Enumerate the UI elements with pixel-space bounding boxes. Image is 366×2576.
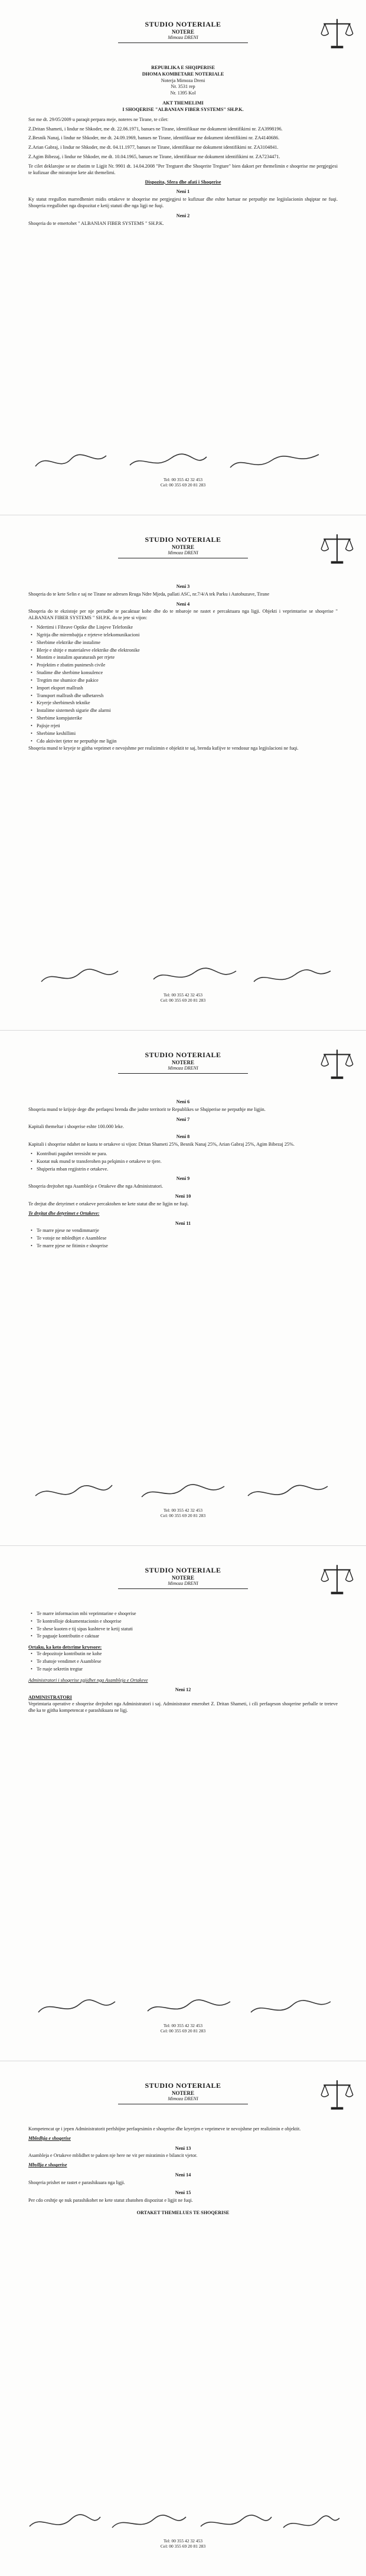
notary-name: Mimoza DRENI (168, 35, 198, 40)
handwritten-signatures-icon (24, 1479, 342, 1506)
footer-tel: Tel: 00 355 42 32 453 (164, 2538, 202, 2544)
notary-header (0, 1561, 366, 1603)
duty-item: • Te zbatoje vendimet e Asamblese (37, 1659, 338, 1665)
notary-title: NOTERE (171, 29, 194, 35)
act-title: AKT THEMELIMI (162, 100, 204, 106)
notary-office (112, 2081, 254, 2104)
article-3-text: Shoqeria do te kete Selin e saj ne Tirane ne adresen Rruga Ndre Mjeda, pallati ASC, nr.7/4/A tek Parku i Autobuzave, Tirane (28, 591, 270, 597)
administrator-heading: ADMINISTRATORI (28, 1695, 72, 1701)
object-item: • Instalime sistemesh sigurie dhe alarmi (37, 708, 338, 714)
object-item: • Sherbime keshillimi (37, 731, 338, 737)
capital-item: • Kontributi paguhet teresisht ne para. (37, 1151, 338, 1158)
page-1-body (28, 65, 338, 230)
notary-name: Mimoza DRENI (168, 1581, 198, 1586)
closure-subheading: Mbyllja e shoqerise (28, 2162, 67, 2168)
article-6-text: Shoqeria mund te krijoje dege dhe perfaqesi brenda dhe jashte territorit te Republikes se Shqiperise ne perputhje me ligjin. (28, 1106, 266, 1112)
object-item: • Sherbime elektrike dhe instalime (37, 640, 338, 646)
article-2-heading: Neni 2 (176, 213, 190, 218)
object-item: • Pajisje rrjeti (37, 723, 338, 730)
notary-header (0, 2077, 366, 2118)
office-title: STUDIO NOTERIALE (145, 1566, 221, 1574)
notary-line: Noterja Mimoza Dreni (161, 77, 205, 83)
founder-3: Z.Arian Gabraj, i lindur ne Shkoder, me dt. 04.11.1977, banues ne Tirane, identifikuar me dokument identifikimi nr. ZA3104841. (28, 145, 279, 151)
footer-cel: Cel: 00 355 69 20 81 283 (160, 2028, 206, 2034)
founders-heading: ORTAKET THEMELUES TE SHOQERISE (136, 2210, 230, 2216)
document-page-2 (0, 515, 366, 1030)
notary-title: NOTERE (171, 1060, 194, 1065)
page-3-body (28, 1096, 338, 1251)
page-footer (0, 477, 366, 488)
scales-of-justice-icon (319, 2077, 355, 2113)
article-15-heading: Neni 15 (175, 2189, 191, 2195)
office-title: STUDIO NOTERIALE (145, 535, 221, 544)
founder-2: Z.Besnik Nanaj, i lindur ne Shkoder, me dt. 24.09.1969, banues ne Tirane, identifikuar me dokument identifikimi nr. ZA4140686. (28, 135, 280, 141)
republic-heading: REPUBLIKA E SHQIPERISE (151, 65, 215, 70)
article-8-text: Kapitali i shoqerise ndahet ne kuota te ortakeve si vijon: Dritan Shameti 25%, Besnik Nanaj 25%, Arian Gabraj 25%, Agim Bibezaj 25%. (28, 1142, 295, 1148)
notary-title: NOTERE (171, 544, 194, 550)
signatures (24, 1479, 342, 1506)
footer-cel: Cel: 00 355 69 20 81 283 (160, 998, 206, 1003)
notary-office (112, 1566, 254, 1589)
admin-note: Administratori i shoqerise zgjidhet nga Asambleja e Ortakeve (28, 1677, 148, 1683)
header-rule (118, 1588, 248, 1589)
chamber-heading: DHOMA KOMBETARE NOTERIALE (142, 71, 224, 77)
rights-item: • Te marre pjese ne fitimin e shoqerise (37, 1243, 338, 1250)
document-page-5 (0, 2061, 366, 2576)
article-8-heading: Neni 8 (176, 1134, 190, 1140)
article-2-text: Shoqeria do te emertohet " ALBANIAN FIBER SYSTEMS " SH.P.K. (28, 220, 164, 226)
article-7-heading: Neni 7 (176, 1116, 190, 1122)
meeting-subheading: Mbledhja e shoqerise (28, 2135, 71, 2141)
document-page-1 (0, 0, 366, 515)
page-footer (0, 2023, 366, 2034)
object-item: • Studime dhe sherbime konsulence (37, 670, 338, 676)
footer-tel: Tel: 00 355 42 32 453 (164, 1508, 202, 1513)
duty-item: • Te depozitoje kontributin ne kohe (37, 1651, 338, 1658)
rights-item: • Te marre pjese ne vendimmarrje (37, 1228, 338, 1234)
article-4-tail: Shoqeria mund te kryeje te gjitha veprimet e nevojshme per realizimin e objektit te saj, brenda kufijve te vendosur nga legjislacioni ne fuqi. (28, 746, 299, 751)
object-item: • Import eksport mallrash (37, 685, 338, 692)
duties-heading: Ortaku, ka keto detyrime kryesore: (28, 1645, 102, 1650)
notary-name: Mimoza DRENI (168, 2096, 198, 2101)
object-item: • Ndertimi i Fibrave Optike dhe Linjeve Telefonike (37, 625, 338, 631)
footer-tel: Tel: 00 355 42 32 453 (164, 2023, 202, 2028)
document-page-3 (0, 1030, 366, 1545)
dispositions-heading: Dispozita, Sfera dhe afati i Shoqerise (145, 179, 221, 185)
scales-of-justice-icon (319, 15, 355, 52)
administrator-powers: Kompetencat qe i jepen Administratorit perfshijne perfaqesimin e shoqerise dhe kryerjen e veprimeve te nevojshme per realizimin e objektit. (28, 2126, 301, 2132)
rights-item: • Te paguaje kontributin e caktuar (37, 1633, 338, 1640)
handwritten-signatures-icon (24, 2510, 342, 2537)
object-item: • Cdo aktivitet tjeter ne perputhje me ligjin (37, 738, 338, 745)
page-4-body (28, 1611, 338, 1717)
act-subtitle: I SHOQERISE "ALBANIAN FIBER SYSTEMS" SH.P.K. (122, 106, 244, 112)
founder-1: Z.Dritan Shameti, i lindur ne Shkoder, me dt. 22.06.1971, banues ne Tirane, identifikuar me dokument identifikimi nr. ZA3998196. (28, 126, 283, 132)
notary-name: Mimoza DRENI (168, 550, 198, 555)
article-14-text: Shoqeria prishet ne rastet e parashikuara nga ligji. (28, 2179, 125, 2185)
document-page-4 (0, 1545, 366, 2061)
scales-of-justice-icon (319, 1046, 355, 1083)
office-title: STUDIO NOTERIALE (145, 2081, 221, 2090)
office-title: STUDIO NOTERIALE (145, 20, 221, 28)
notary-name: Mimoza DRENI (168, 1065, 198, 1071)
article-13-text: Asambleja e Ortakeve mblidhet te pakten nje here ne vit per miratimin e bilancit vjetor. (28, 2153, 198, 2159)
footer-cel: Cel: 00 355 69 20 81 283 (160, 1513, 206, 1518)
article-15-text: Per cdo ceshtje qe nuk parashikohet ne kete statut zbatohen dispozitat e ligjit ne fuqi. (28, 2197, 193, 2203)
rights-subheading: Te drejtat dhe detyrimet e Ortakeve: (28, 1210, 100, 1216)
notary-header (0, 15, 366, 57)
article-1-text: Ky statut rregullon marredheniet midis ortakeve te shoqerise me pergjegjesi te kufizuar dhe eshte hartuar ne perputhje me legjislacionin shqiptar ne fuqi. Shoqeria rregullohet nga dispozitat e ketij statuti dhe nga ligji ne fuqi. (28, 197, 338, 209)
capital-item: • Shqiperia mban regjistrin e ortakeve. (37, 1166, 338, 1173)
handwritten-signatures-icon (24, 1995, 342, 2022)
object-item: • Sherbime kompjuterike (37, 715, 338, 722)
object-item: • Montim e instalim aparaturash per rrjete (37, 655, 338, 661)
capital-item: • Kuotat nuk mund te transferohen pa pelqimin e ortakeve te tjere. (37, 1159, 338, 1165)
page-5-body (28, 2126, 338, 2217)
page-2-body (28, 580, 338, 755)
notary-office (112, 535, 254, 558)
object-item: • Kryerje sherbimesh teknike (37, 700, 338, 707)
rights-item: • Te votoje ne mbledhjet e Asamblese (37, 1235, 338, 1242)
rights-item: • Te marre informacion mbi veprimtarine e shoqerise (37, 1611, 338, 1617)
article-10-text: Te drejtat dhe detyrimet e ortakeve percaktohen ne kete statut dhe ne ligjin ne fuqi. (28, 1201, 189, 1207)
signatures (24, 2510, 342, 2537)
header-rule (118, 1073, 248, 1074)
scales-of-justice-icon (319, 1561, 355, 1598)
handwritten-signatures-icon (24, 449, 342, 476)
object-item: • Tregtim me shumice dhe pakice (37, 678, 338, 684)
act-intro: Sot me dt. 29/05/2009 u paraqit perpara meje, noteres ne Tirane, te cilet: (28, 116, 169, 122)
notary-header (0, 1046, 366, 1087)
article-12-heading: Neni 12 (175, 1687, 191, 1693)
object-item: • Projektim e zbatim punimesh civile (37, 662, 338, 669)
article-4-heading: Neni 4 (176, 601, 190, 607)
notary-header (0, 531, 366, 572)
object-item: • Transport mallrash dhe udhetaresh (37, 693, 338, 699)
article-9-text: Shoqeria drejtohet nga Asambleja e Ortakeve dhe nga Administratori. (28, 1184, 164, 1189)
footer-tel: Tel: 00 355 42 32 453 (164, 992, 202, 998)
administrator-text: Veprimtaria operative e shoqerise drejtohet nga Administratori i saj. Administrator emerohet Z. Dritan Shameti, i cili perfaqeson shoqerine perballe te treteve dhe ka te gjitha kompetencat e parashikuara ne ligj. (28, 1701, 338, 1713)
office-title: STUDIO NOTERIALE (145, 1051, 221, 1059)
notary-title: NOTERE (171, 1575, 194, 1581)
page-footer (0, 992, 366, 1003)
footer-cel: Cel: 00 355 69 20 81 283 (160, 2544, 206, 2549)
article-11-heading: Neni 11 (175, 1220, 191, 1226)
article-7-text: Kapitali themeltar i shoqerise eshte 100.000 leke. (28, 1124, 124, 1130)
notary-office (112, 1051, 254, 1074)
notary-office (112, 20, 254, 43)
object-item: • Blerje e shitje e materialeve elektrike dhe elektronike (37, 648, 338, 654)
object-item: • Ngritja dhe mirembajtja e rrjeteve telekomunikacioni (37, 632, 338, 639)
signatures (24, 964, 342, 991)
page-footer (0, 2538, 366, 2549)
article-4-text: Shoqeria do te ekzistoje per nje periudhe te pacaktuar kohe dhe do te mbaroje ne rastet e percaktuara nga ligji. Objekti i veprimtarise se shoqerise " ALBANIAN FIBER SYSTEMS " SH.P.K. do te jete si vijon: (28, 609, 338, 621)
article-3-heading: Neni 3 (176, 584, 190, 589)
page-footer (0, 1508, 366, 1518)
kol-number: Nr. 1395 Kol (170, 90, 196, 96)
founder-4: Z.Agim Bibezaj, i lindur ne Shkoder, me dt. 10.04.1965, banues ne Tirane, identifikuar me dokument identifikimi nr. ZA7234471. (28, 154, 280, 160)
article-6-heading: Neni 6 (176, 1099, 190, 1104)
article-13-heading: Neni 13 (175, 2145, 191, 2151)
notary-title: NOTERE (171, 2090, 194, 2096)
rights-item: • Te kontrolloje dokumentacionin e shoqerise (37, 1619, 338, 1625)
declaration: Te cilet deklarojne se ne zbatim te Ligjit Nr. 9901 dt. 14.04.2008 "Per Tregtaret dhe Shoqerite Tregtare" bien dakort per themelimin e shoqerise me pergjegjesi te kufizuar dhe miratojne kete akt themelimi. (28, 163, 338, 175)
article-1-heading: Neni 1 (176, 189, 190, 195)
rights-item: • Te shese kuoten e tij sipas kushteve te ketij statuti (37, 1626, 338, 1633)
footer-cel: Cel: 00 355 69 20 81 283 (160, 482, 206, 488)
signatures (24, 449, 342, 476)
handwritten-signatures-icon (24, 964, 342, 991)
article-14-heading: Neni 14 (175, 2172, 191, 2178)
rep-number: Nr. 3531 rep (171, 84, 195, 90)
scales-of-justice-icon (319, 531, 355, 567)
footer-tel: Tel: 00 355 42 32 453 (164, 477, 202, 482)
article-9-heading: Neni 9 (176, 1176, 190, 1182)
article-10-heading: Neni 10 (175, 1194, 191, 1199)
duty-item: • Te ruaje sekretin tregtar (37, 1666, 338, 1673)
signatures (24, 1995, 342, 2022)
